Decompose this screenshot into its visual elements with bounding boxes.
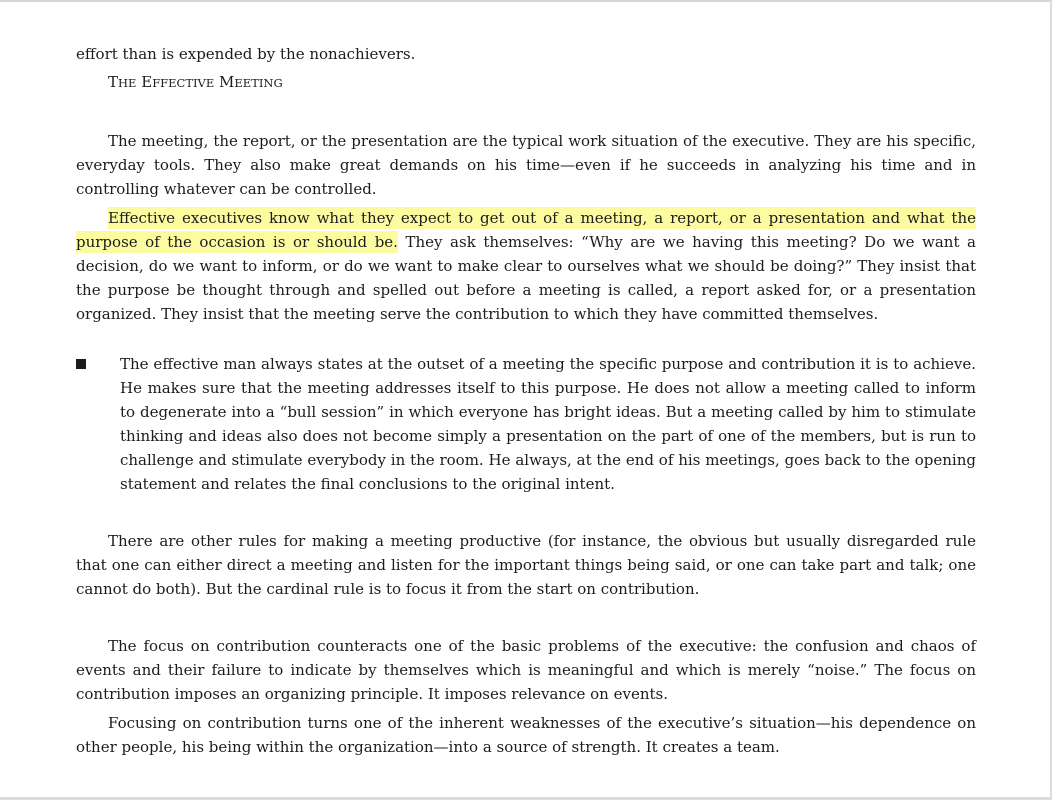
highlighted-passage[interactable]: Effective executives know what they expect to get out of a meeting, a report, or a presentation and what the purpose of the occasion is or should be.: [76, 209, 976, 251]
paragraph-effective-executives-rest: They ask themselves: “Why are we having this meeting? Do we want a decision, do we want to inform, or do we want to make clear to ourselves what we should be doing?” They insist that the purpose be thought through and spelled out before a meeting is called, a report asked for, or a presentation organized. They insist that the meeting serve the contribution to which they have committed themselves.: [76, 233, 976, 323]
bullet-item[interactable]: [76, 352, 976, 496]
bullet-item-text: The effective man always states at the outset of a meeting the specific purpose and contribution it is to achieve. He makes sure that the meeting addresses itself to this purpose. He does not allow a meeting called to inform to degenerate into a “bull session” in which everyone has bright ideas. But a meeting called by him to stimulate thinking and ideas also does not become simply a presentation on the part of one of the members, but is run to challenge and stimulate everybody in the room. He always, at the end of his meetings, goes back to the opening statement and relates the final conclusions to the original intent.: [120, 355, 976, 493]
document-page: [76, 42, 976, 759]
paragraph-creates-team[interactable]: Focusing on contribution turns one of the inherent weaknesses of the executive’s situation—his dependence on other people, his being within the organization—into a source of strength. It creates a team.: [76, 714, 976, 756]
continuation-line[interactable]: effort than is expended by the nonachievers.: [76, 45, 416, 63]
section-heading: THE EFFECTIVE MEETING: [108, 73, 283, 91]
square-bullet-icon: [76, 359, 86, 369]
window-top-border: [0, 0, 1052, 2]
paragraph-effective-executives[interactable]: [76, 206, 976, 326]
paragraph-focus-contribution[interactable]: The focus on contribution counteracts one of the basic problems of the executive: the confusion and chaos of events and their failure to indicate by themselves which is meaningful and which is merely “noise.” The focus on contribution imposes an organizing principle. It imposes relevance on events.: [76, 637, 976, 703]
paragraph-meeting-tools[interactable]: The meeting, the report, or the presentation are the typical work situation of the executive. They are his specific, everyday tools. They also make great demands on his time—even if he succeeds in analyzing his time and in controlling whatever can be controlled.: [76, 132, 976, 198]
paragraph-other-rules[interactable]: There are other rules for making a meeting productive (for instance, the obvious but usually disregarded rule that one can either direct a meeting and listen for the important things being said, or one can take part and talk; one cannot do both). But the cardinal rule is to focus it from the start on contribution.: [76, 532, 976, 598]
